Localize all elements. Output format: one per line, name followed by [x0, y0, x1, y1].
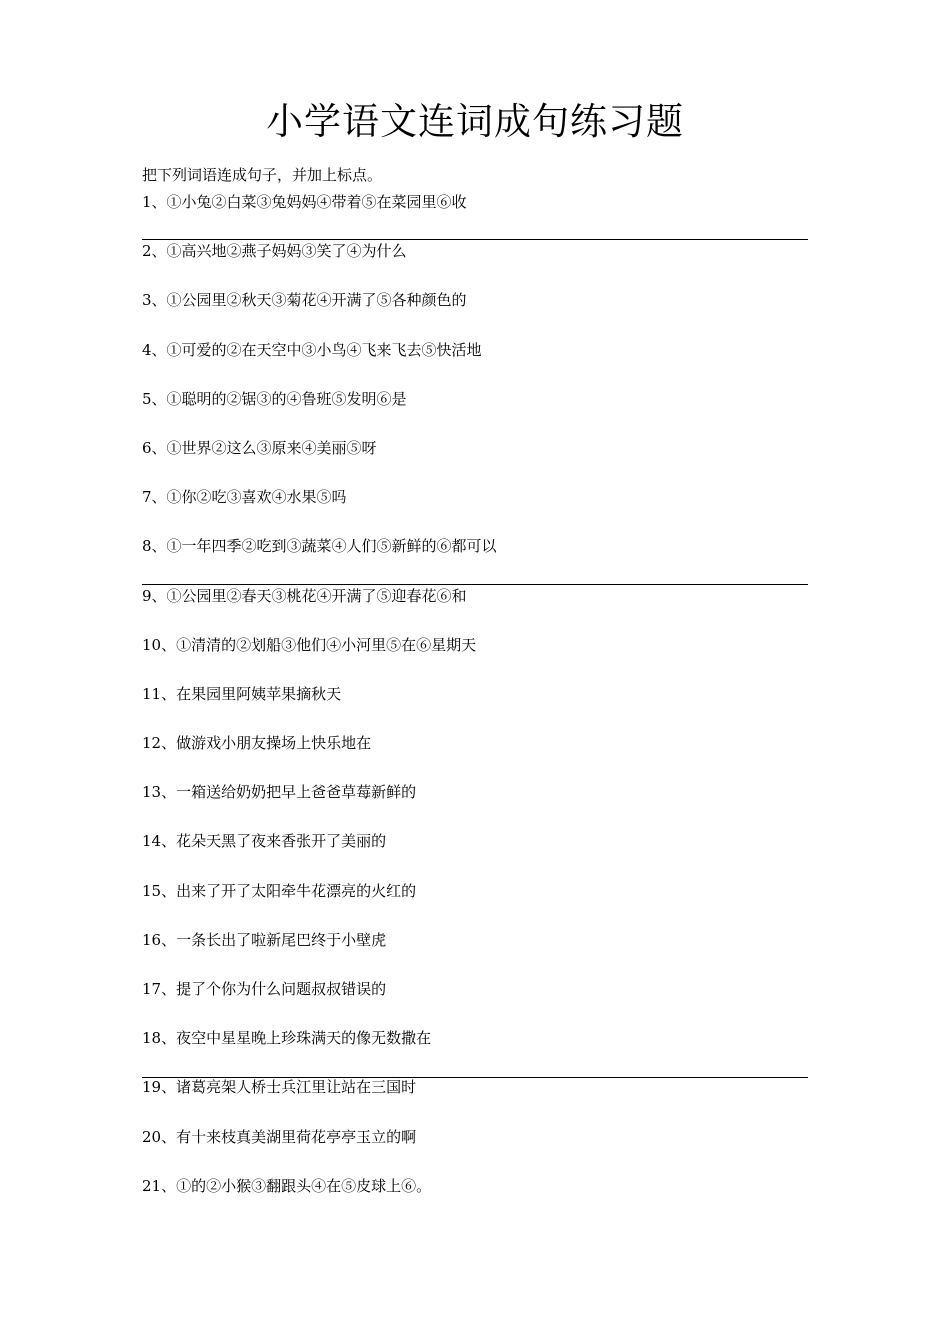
- question-item: 6、①世界②这么③原来④美丽⑤呀: [142, 438, 377, 457]
- question-item: 9、①公园里②春天③桃花④开满了⑤迎春花⑥和: [142, 586, 467, 605]
- question-item: 3、①公园里②秋天③菊花④开满了⑤各种颜色的: [142, 291, 467, 310]
- question-item: 19、诸葛亮架人桥士兵江里让站在三国时: [142, 1078, 417, 1097]
- question-item: 11、在果园里阿姨苹果摘秋天: [142, 684, 342, 703]
- page-title: 小学语文连词成句练习题: [266, 100, 684, 143]
- question-item: 21、①的②小猴③翻跟头④在⑤皮球上⑥。: [142, 1176, 432, 1195]
- question-list: [142, 191, 810, 1224]
- question-item: 5、①聪明的②锯③的④鲁班⑤发明⑥是: [142, 389, 407, 408]
- question-item: 10、①清清的②划船③他们④小河里⑤在⑥星期天: [142, 635, 477, 654]
- question-item: 18、夜空中星星晚上珍珠满天的像无数撒在: [142, 1029, 432, 1048]
- question-item: 7、①你②吃③喜欢④水果⑤吗: [142, 488, 347, 507]
- question-item: 4、①可爱的②在天空中③小鸟④飞来飞去⑤快活地: [142, 340, 482, 359]
- question-item: 8、①一年四季②吃到③蔬菜④人们⑤新鲜的⑥都可以: [142, 537, 497, 556]
- question-item: 1、①小兔②白菜③兔妈妈④带着⑤在菜园里⑥收: [142, 193, 467, 211]
- question-item: 17、提了个你为什么问题叔叔错误的: [142, 980, 387, 998]
- question-item: 16、一条长出了啦新尾巴终于小壁虎: [142, 930, 387, 949]
- question-item: 12、做游戏小朋友操场上快乐地在: [142, 734, 372, 753]
- question-item: 14、花朵天黑了夜来香张开了美丽的: [142, 832, 387, 851]
- question-item: 2、①高兴地②燕子妈妈③笑了④为什么: [142, 242, 407, 261]
- instruction-text: 把下列词语连成句子，并加上标点。: [142, 166, 383, 184]
- question-item: 15、出来了开了太阳牵牛花漂亮的火红的: [142, 881, 417, 900]
- question-item: 13、一箱送给奶奶把早上爸爸草莓新鲜的: [142, 783, 417, 802]
- question-item: 20、有十来枝真美湖里荷花亭亭玉立的啊: [142, 1127, 417, 1146]
